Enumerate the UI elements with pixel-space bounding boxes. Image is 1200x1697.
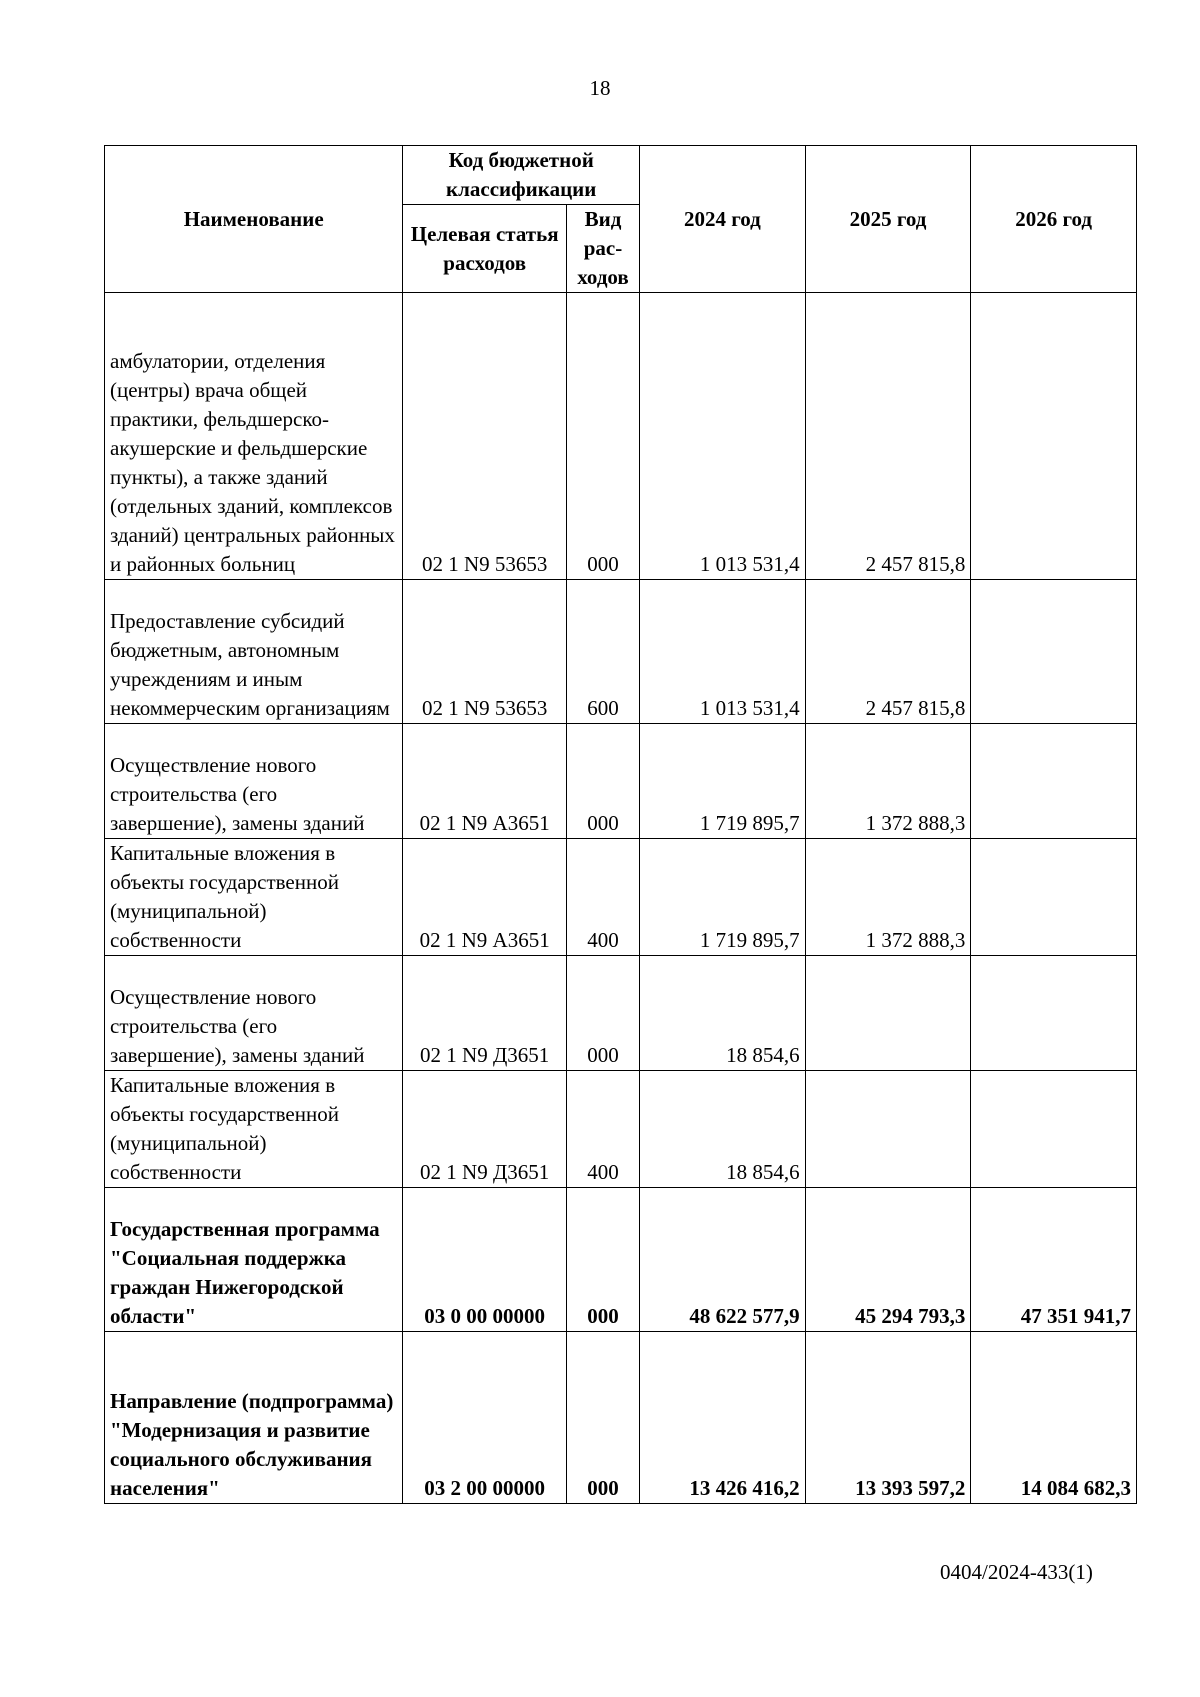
header-year-2025: 2025 год [805, 146, 971, 293]
row-value-2025 [805, 956, 971, 1071]
row-value-2024: 18 854,6 [640, 956, 806, 1071]
header-expense-kind: Вид рас-ходов [566, 205, 639, 293]
row-value-2025: 1 372 888,3 [805, 724, 971, 839]
row-expense-kind: 000 [566, 1188, 639, 1332]
row-value-2026: 47 351 941,7 [971, 1188, 1137, 1332]
row-name: Направление (подпрограмма) "Модернизация и развитие социального обслуживания населения" [105, 1332, 403, 1504]
row-value-2024: 1 719 895,7 [640, 839, 806, 956]
row-target-code: 03 0 00 00000 [403, 1188, 567, 1332]
row-target-code: 02 1 N9 Д3651 [403, 1071, 567, 1188]
row-value-2025 [805, 1071, 971, 1188]
row-expense-kind: 600 [566, 580, 639, 724]
document-registration-code: 0404/2024-433(1) [940, 1560, 1093, 1584]
row-target-code: 02 1 N9 А3651 [403, 839, 567, 956]
row-target-code: 02 1 N9 А3651 [403, 724, 567, 839]
row-value-2026 [971, 839, 1137, 956]
budget-table [104, 145, 1137, 1504]
table-row [105, 580, 1137, 724]
row-value-2024: 13 426 416,2 [640, 1332, 806, 1504]
row-value-2026 [971, 956, 1137, 1071]
row-expense-kind: 000 [566, 956, 639, 1071]
row-name: Капитальные вложения в объекты государственной (муниципальной) собственности [105, 839, 403, 956]
row-value-2024: 1 013 531,4 [640, 580, 806, 724]
row-expense-kind: 400 [566, 1071, 639, 1188]
row-value-2025: 2 457 815,8 [805, 293, 971, 580]
table-row-program [105, 1188, 1137, 1332]
table-row [105, 956, 1137, 1071]
row-target-code: 02 1 N9 Д3651 [403, 956, 567, 1071]
header-year-2026: 2026 год [971, 146, 1137, 293]
row-target-code: 02 1 N9 53653 [403, 293, 567, 580]
header-target-article: Целевая статья расходов [403, 205, 567, 293]
row-value-2024: 1 719 895,7 [640, 724, 806, 839]
header-name: Наименование [105, 146, 403, 293]
row-value-2026 [971, 580, 1137, 724]
table-row [105, 839, 1137, 956]
row-target-code: 02 1 N9 53653 [403, 580, 567, 724]
row-expense-kind: 400 [566, 839, 639, 956]
row-name: Осуществление нового строительства (его завершение), замены зданий [105, 724, 403, 839]
row-expense-kind: 000 [566, 724, 639, 839]
row-name: Предоставление субсидий бюджетным, автономным учреждениям и иным некоммерческим организациям [105, 580, 403, 724]
row-value-2024: 18 854,6 [640, 1071, 806, 1188]
row-name: амбулатории, отделения (центры) врача общей практики, фельдшерско-акушерские и фельдшерские пункты), а также зданий (отдельных зданий, комплексов зданий) центральных районных и районных больниц [105, 293, 403, 580]
header-budget-code-group: Код бюджетной классификации [403, 146, 640, 205]
header-year-2024: 2024 год [640, 146, 806, 293]
row-value-2025: 13 393 597,2 [805, 1332, 971, 1504]
row-name: Осуществление нового строительства (его завершение), замены зданий [105, 956, 403, 1071]
table-row [105, 293, 1137, 580]
row-value-2024: 48 622 577,9 [640, 1188, 806, 1332]
table-row-subprogram [105, 1332, 1137, 1504]
row-value-2026 [971, 724, 1137, 839]
row-expense-kind: 000 [566, 293, 639, 580]
row-name: Капитальные вложения в объекты государственной (муниципальной) собственности [105, 1071, 403, 1188]
row-value-2026 [971, 293, 1137, 580]
row-value-2026 [971, 1071, 1137, 1188]
row-value-2026: 14 084 682,3 [971, 1332, 1137, 1504]
row-value-2025: 45 294 793,3 [805, 1188, 971, 1332]
row-name: Государственная программа "Социальная поддержка граждан Нижегородской области" [105, 1188, 403, 1332]
row-target-code: 03 2 00 00000 [403, 1332, 567, 1504]
table-row [105, 1071, 1137, 1188]
row-value-2025: 2 457 815,8 [805, 580, 971, 724]
row-expense-kind: 000 [566, 1332, 639, 1504]
row-value-2025: 1 372 888,3 [805, 839, 971, 956]
row-value-2024: 1 013 531,4 [640, 293, 806, 580]
table-row [105, 724, 1137, 839]
page-number: 18 [589, 76, 611, 100]
